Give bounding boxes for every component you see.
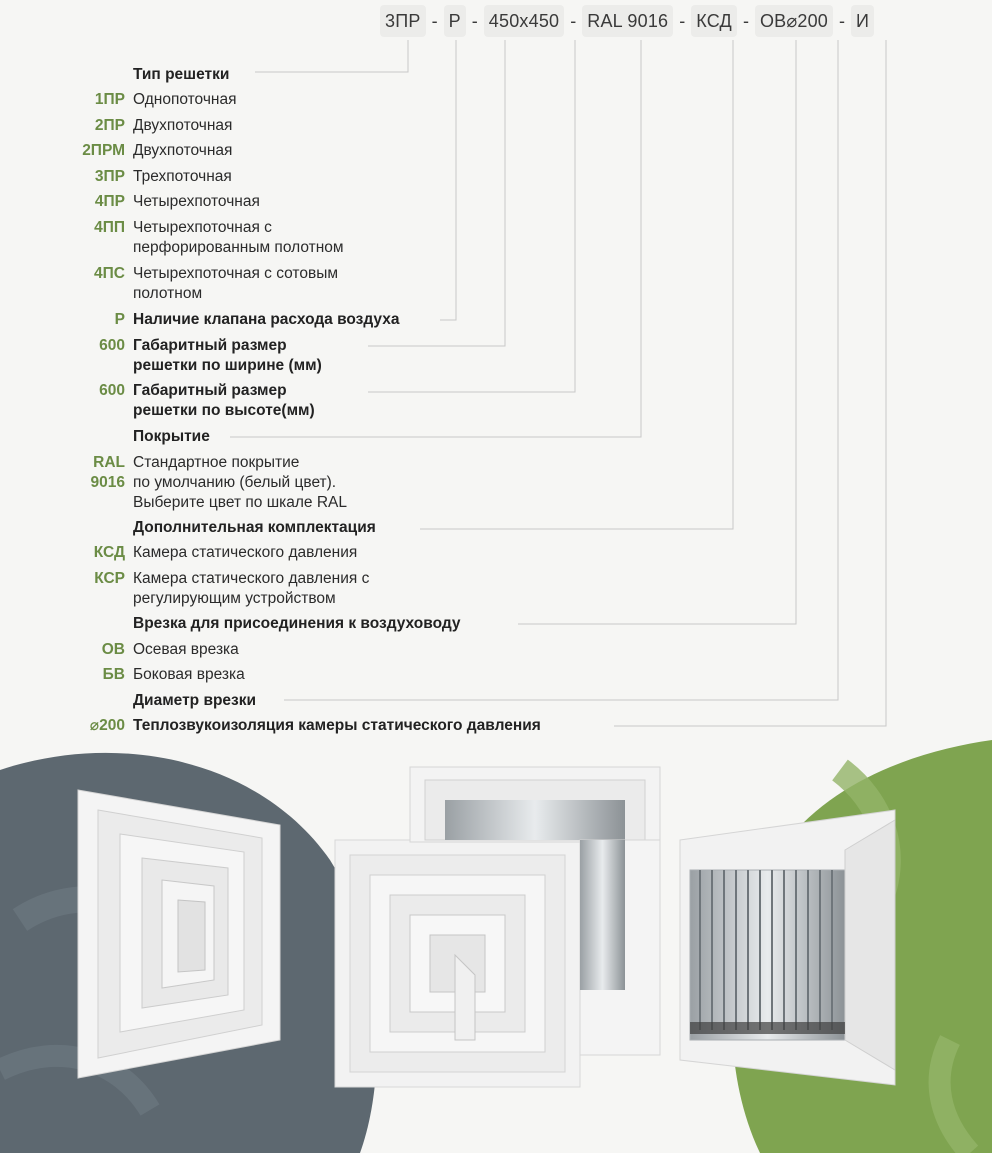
- code-segment-type: 3ПР: [380, 5, 426, 37]
- desc-label: перфорированным полотном: [133, 239, 344, 256]
- desc-label: Стандартное покрытие: [133, 454, 300, 471]
- code-label: 600: [99, 337, 125, 354]
- code-segment-connection: ОВ⌀200: [755, 5, 833, 37]
- coating-header: Покрытие: [133, 428, 210, 445]
- desc-label: решетки по высоте(мм): [133, 402, 315, 419]
- desc-label: Четырехпоточная: [133, 193, 260, 210]
- code-separator: -: [570, 10, 577, 31]
- desc-label: Габаритный размер: [133, 382, 287, 399]
- desc-label: Камера статического давления с: [133, 570, 370, 587]
- code-separator: -: [431, 10, 438, 31]
- code-label: 4ПС: [94, 265, 125, 282]
- desc-label: Камера статического давления: [133, 544, 358, 561]
- static-pressure-chamber-image: [680, 810, 895, 1085]
- code-label: БВ: [102, 666, 125, 683]
- desc-label: Теплозвукоизоляция камеры статического давления: [133, 717, 541, 734]
- code-separator: -: [742, 10, 749, 31]
- code-label: 9016: [90, 474, 125, 491]
- diameter-header: Диаметр врезки: [133, 692, 257, 709]
- code-segment-insulation: И: [851, 5, 874, 37]
- code-label: RAL: [93, 454, 125, 471]
- diffuser-four-way-image: [78, 790, 280, 1078]
- desc-label: регулирующим устройством: [133, 590, 336, 607]
- desc-label: Четырехпоточная с: [133, 219, 272, 236]
- desc-label: Боковая врезка: [133, 666, 245, 683]
- code-segment-coating: RAL 9016: [582, 5, 673, 37]
- code-label: ⌀200: [89, 717, 125, 734]
- code-label: 3ПР: [94, 168, 125, 185]
- extras-header: Дополнительная комплектация: [133, 519, 376, 536]
- desc-label: Четырехпоточная с сотовым: [133, 265, 338, 282]
- code-label: ОВ: [101, 641, 125, 658]
- desc-label: решетки по ширине (мм): [133, 357, 322, 374]
- code-segment-extras: КСД: [691, 5, 737, 37]
- code-separator: -: [839, 10, 846, 31]
- desc-label: по умолчанию (белый цвет).: [133, 474, 337, 491]
- code-label: Р: [114, 311, 125, 328]
- code-label: КСР: [94, 570, 125, 587]
- code-label: КСД: [93, 544, 125, 561]
- desc-label: Однопоточная: [133, 91, 237, 108]
- diffuser-three-way-image: [335, 840, 580, 1087]
- code-label: 4ПР: [94, 193, 125, 210]
- connection-header: Врезка для присоединения к воздуховоду: [133, 615, 461, 632]
- desc-label: Габаритный размер: [133, 337, 287, 354]
- code-label: 4ПП: [94, 219, 125, 236]
- desc-label: Выберите цвет по шкале RAL: [133, 494, 348, 511]
- product-images: [0, 740, 992, 1153]
- desc-label: Двухпоточная: [133, 142, 233, 159]
- code-label: 2ПР: [94, 117, 125, 134]
- desc-label: Наличие клапана расхода воздуха: [133, 311, 400, 328]
- desc-label: полотном: [133, 285, 203, 302]
- code-label: 1ПР: [94, 91, 125, 108]
- code-label: 600: [99, 382, 125, 399]
- code-separator: -: [679, 10, 686, 31]
- code-segment-valve: Р: [444, 5, 466, 37]
- desc-label: Трехпоточная: [133, 168, 232, 185]
- type-header: Тип решетки: [133, 66, 230, 83]
- code-separator: -: [471, 10, 478, 31]
- desc-label: Двухпоточная: [133, 117, 233, 134]
- desc-label: Осевая врезка: [133, 641, 239, 658]
- code-segment-size: 450х450: [484, 5, 564, 37]
- code-label: 2ПРМ: [82, 142, 125, 159]
